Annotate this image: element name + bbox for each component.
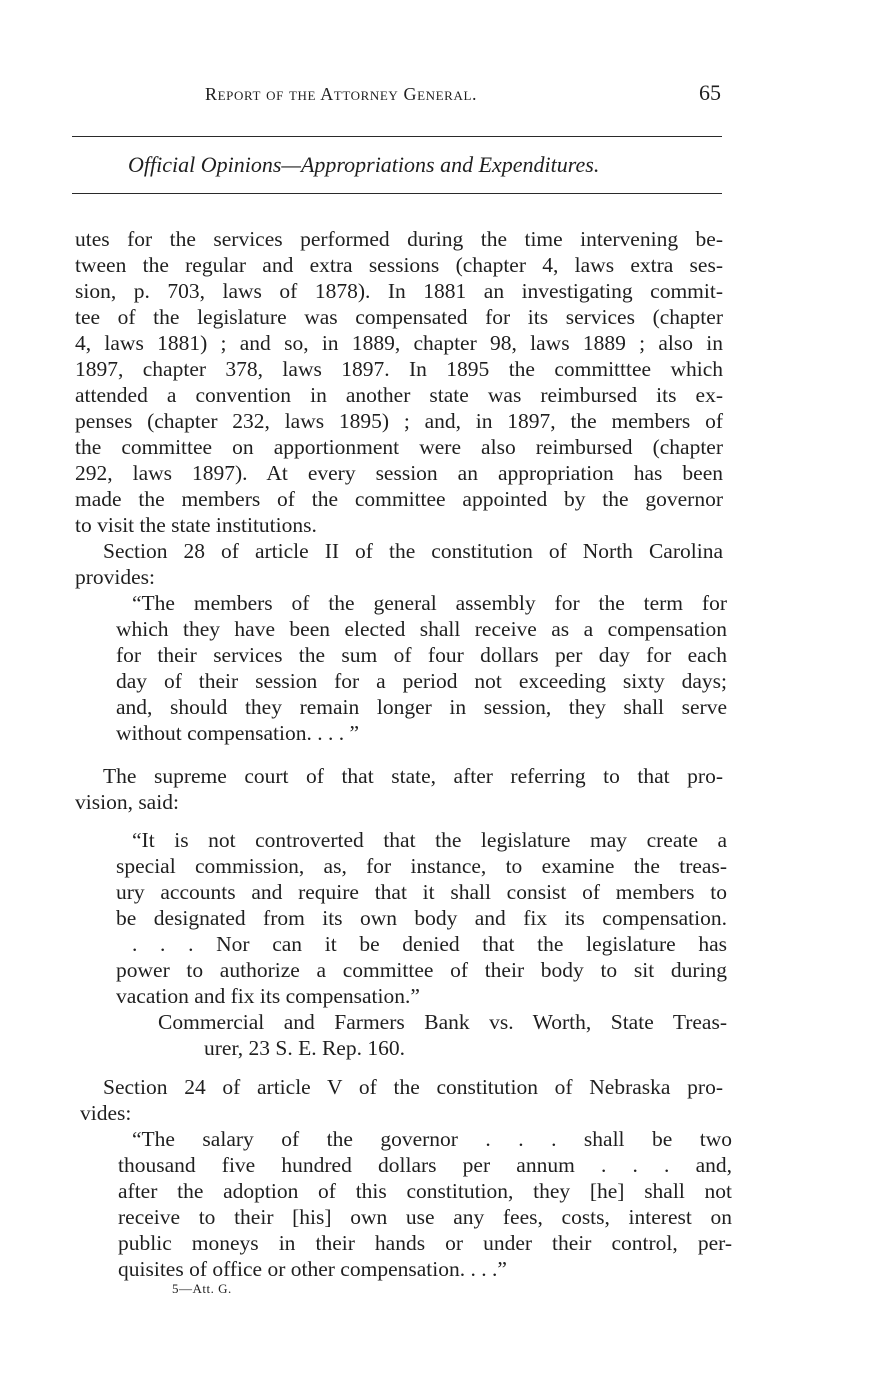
quote-line: be designated from its own body and fix its compensation.: [116, 906, 727, 930]
quote-line: “The members of the general assembly for the term for: [132, 591, 727, 615]
running-head: Report of the Attorney General.: [205, 84, 478, 104]
text-line: the committee on apportionment were also reimbursed (chapter: [75, 435, 723, 459]
text-line: 292, laws 1897). At every session an appropriation has been: [75, 461, 723, 485]
section-title: Official Opinions—Appropriations and Expenditures.: [128, 152, 600, 177]
citation-line: urer, 23 S. E. Rep. 160.: [204, 1036, 405, 1060]
header-rule-bottom: [72, 193, 722, 194]
quote-line: thousand five hundred dollars per annum . . . and,: [118, 1153, 732, 1177]
text-line: Section 28 of article II of the constitution of North Carolina: [103, 539, 723, 563]
text-line: tee of the legislature was compensated for its services (chapter: [75, 305, 723, 329]
text-line: attended a convention in another state was reimbursed its ex-: [75, 383, 723, 407]
text-line: made the members of the committee appointed by the governor: [75, 487, 723, 511]
quote-line: “It is not controverted that the legislature may create a: [132, 828, 727, 852]
quote-line: special commission, as, for instance, to examine the treas-: [116, 854, 727, 878]
quote-line: “The salary of the governor . . . shall be two: [132, 1127, 732, 1151]
text-line: Section 24 of article V of the constitution of Nebraska pro-: [103, 1075, 723, 1099]
text-line: vides:: [80, 1101, 132, 1125]
text-line: sion, p. 703, laws of 1878). In 1881 an investigating commit-: [75, 279, 723, 303]
text-line: provides:: [75, 565, 156, 589]
quote-line: without compensation. . . . ”: [116, 721, 360, 745]
quote-line: for their services the sum of four dollars per day for each: [116, 643, 727, 667]
text-line: vision, said:: [75, 790, 179, 814]
text-line: penses (chapter 232, laws 1895) ; and, in 1897, the members of: [75, 409, 723, 433]
quote-line: receive to their [his] own use any fees, costs, interest on: [118, 1205, 732, 1229]
quote-line: public moneys in their hands or under their control, per-: [118, 1231, 732, 1255]
quote-line: vacation and fix its compensation.”: [116, 984, 420, 1008]
quote-line: and, should they remain longer in session, they shall serve: [116, 695, 727, 719]
quote-line: . . . Nor can it be denied that the legislature has: [132, 932, 727, 956]
quote-line: after the adoption of this constitution, they [he] shall not: [118, 1179, 732, 1203]
text-line: 4, laws 1881) ; and so, in 1889, chapter 98, laws 1889 ; also in: [75, 331, 723, 355]
quote-line: power to authorize a committee of their body to sit during: [116, 958, 727, 982]
signature-mark: 5—Att. G.: [172, 1281, 232, 1296]
quote-line: ury accounts and require that it shall consist of members to: [116, 880, 727, 904]
quote-line: day of their session for a period not exceeding sixty days;: [116, 669, 727, 693]
quote-line: quisites of office or other compensation. . . .”: [118, 1257, 507, 1281]
text-line: to visit the state institutions.: [75, 513, 317, 537]
text-line: tween the regular and extra sessions (chapter 4, laws extra ses-: [75, 253, 723, 277]
page-number: 65: [699, 80, 721, 105]
text-line: utes for the services performed during the time intervening be-: [75, 227, 723, 251]
citation-line: Commercial and Farmers Bank vs. Worth, State Treas-: [158, 1010, 727, 1034]
header-rule-top: [72, 136, 722, 137]
text-line: 1897, chapter 378, laws 1897. In 1895 the committtee which: [75, 357, 723, 381]
text-line: The supreme court of that state, after referring to that pro-: [103, 764, 723, 788]
quote-line: which they have been elected shall receive as a compensation: [116, 617, 727, 641]
